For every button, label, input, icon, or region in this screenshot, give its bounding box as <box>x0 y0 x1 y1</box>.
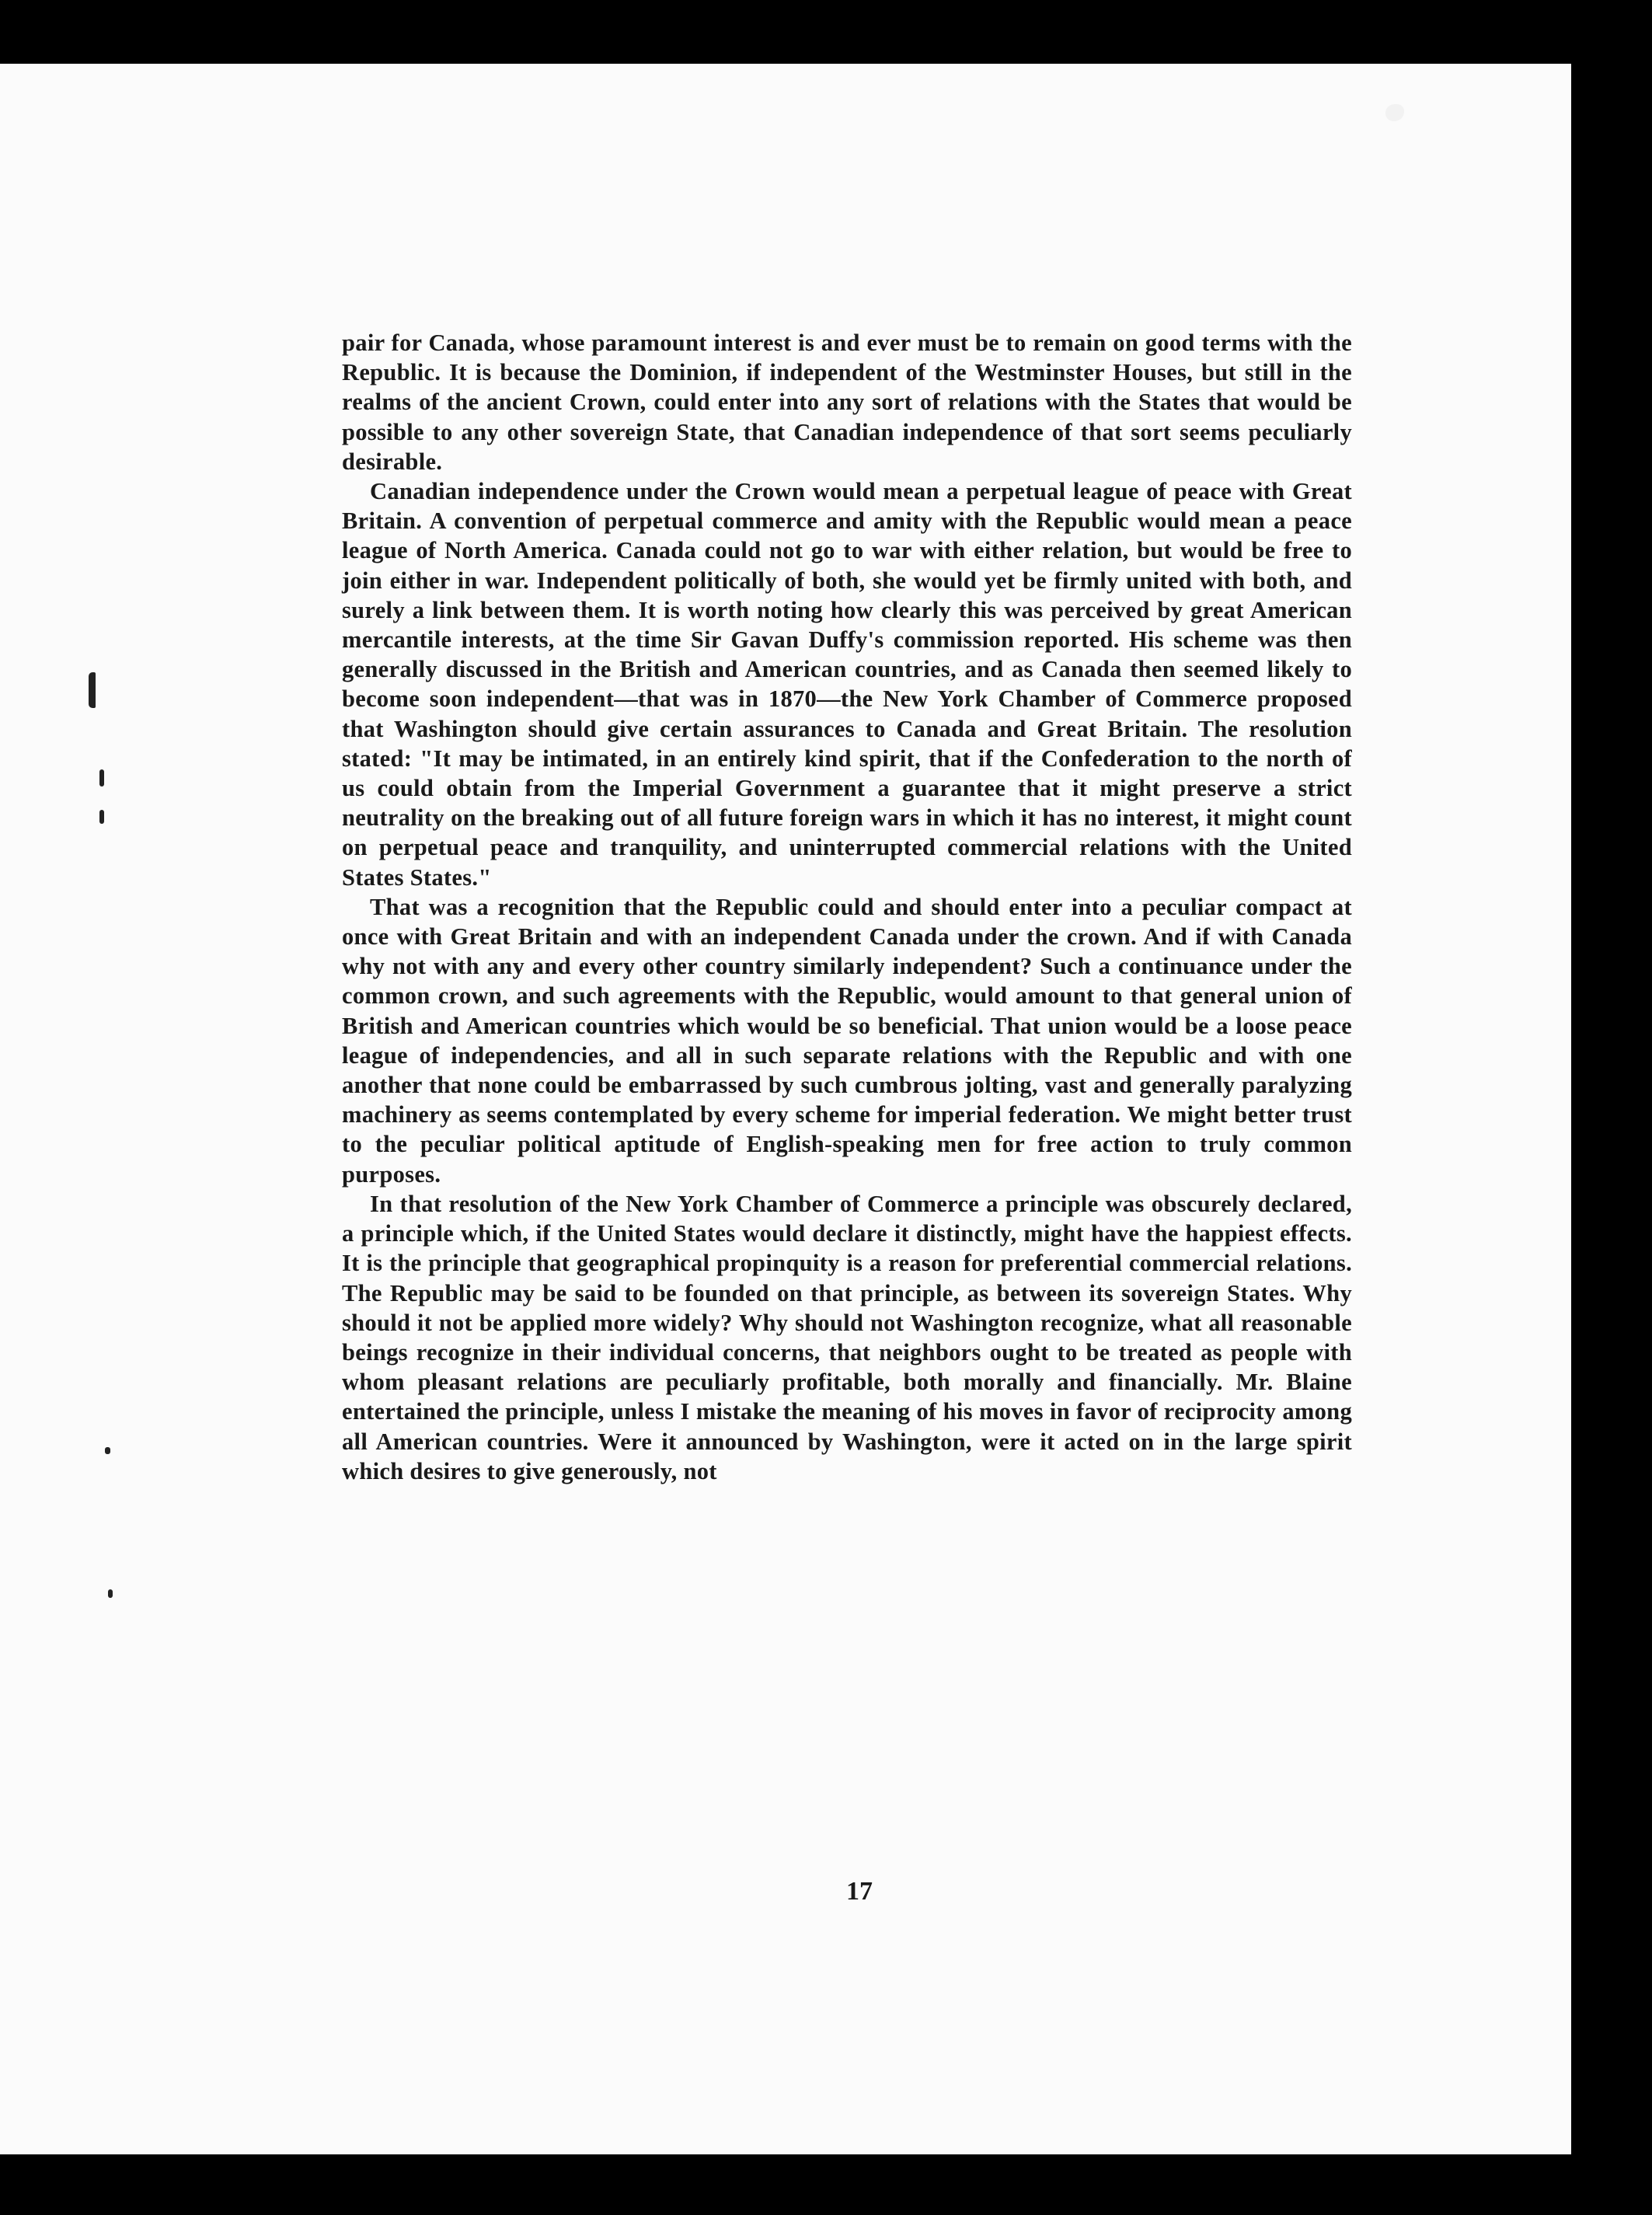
margin-mark-dot <box>105 1447 110 1454</box>
body-text <box>342 328 1352 1486</box>
paragraph: Canadian independence under the Crown would mean a perpetual league of peace with Great Britain. A convention of perpetual commerce and amity with the Republic would mean a peace league of North America. Canada could not go to war with either relation, but would be free to join either in war. Independent politically of both, she would yet be firmly united with both, and surely a link between them. It is worth noting how clearly this was perceived by great American mercantile interests, at the time Sir Gavan Duffy's commission reported. His scheme was then generally discussed in the British and American countries, and as Canada then seemed likely to become soon independent—that was in 1870—the New York Chamber of Commerce proposed that Washington should give certain assurances to Canada and Great Britain. The resolution stated: "It may be intimated, in an entirely kind spirit, that if the Confederation to the north of us could obtain from the Imperial Government a guarantee that it might preserve a strict neutrality on the breaking out of all future foreign wars in which it has no interest, it might count on perpetual peace and tranquility, and uninterrupted commercial relations with the United States States." <box>342 478 1352 891</box>
paragraph: That was a recognition that the Republic could and should enter into a peculiar compact at once with Great Britain and with an independent Canada under the crown. And if with Canada why not with any and every other country similarly independent? Such a continuance under the common crown, and such agreements with the Republic, would amount to that general union of British and American countries which would be so beneficial. That union would be a loose peace league of independencies, and all in such separate relations with the Republic and with one another that none could be embarrassed by such cumbrous jolting, vast and generally paralyzing machinery as seems contemplated by every scheme for imperial federation. We might better trust to the peculiar political aptitude of English-speaking men for free action to truly common purposes. <box>342 893 1352 1188</box>
margin-mark-dash <box>99 810 104 824</box>
margin-mark-dot <box>108 1589 113 1598</box>
paragraph: In that resolution of the New York Chamber of Commerce a principle was obscurely declared, a principle which, if the United States would declare it distinctly, might have the happiest effects. It is the principle that geographical propinquity is a reason for preferential commercial relations. The Republic may be said to be founded on that principle, as between its sovereign States. Why should it not be applied more widely? Why should not Washington recognize, what all reasonable beings recognize in their individual concerns, that neighbors ought to be treated as people with whom pleasant relations are peculiarly profitable, both morally and financially. Mr. Blaine entertained the principle, unless I mistake the meaning of his moves in favor of reciprocity among all American countries. Were it announced by Washington, were it acted on in the large spirit which desires to give generously, not <box>342 1190 1352 1484</box>
page-blot <box>1385 104 1404 121</box>
page-number: 17 <box>846 1877 873 1906</box>
paragraph: pair for Canada, whose paramount interest is and ever must be to remain on good terms with the Republic. It is because the Dominion, if independent of the Westminster Houses, but still in the realms of the ancient Crown, could enter into any sort of relations with the States that would be possible to any other sovereign State, that Canadian independence of that sort seems peculiarly desirable. <box>342 330 1352 475</box>
document-page <box>0 64 1571 2154</box>
margin-mark-dash <box>99 769 104 787</box>
margin-mark-bracket <box>89 672 96 708</box>
